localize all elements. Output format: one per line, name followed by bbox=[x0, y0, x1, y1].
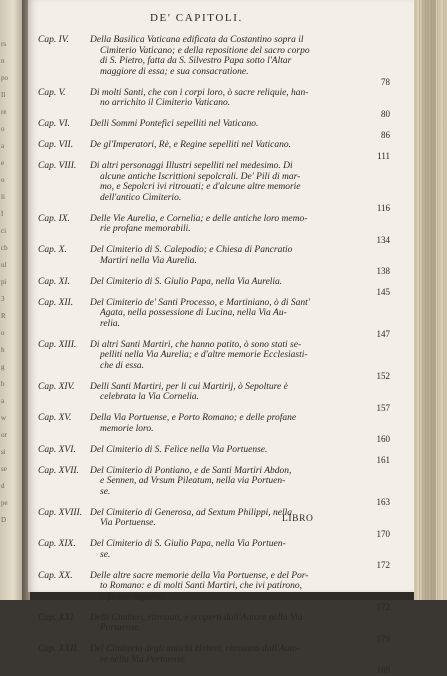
cap-roman: IX. bbox=[58, 213, 70, 224]
cap-roman: VIII. bbox=[58, 161, 77, 171]
chapter-title-line: ò fu ono sepelliti. bbox=[100, 591, 166, 602]
chapter-title-line: Del Cimiterio de' Santi Processo, e Martiniano, ò di Sant' bbox=[90, 297, 310, 308]
cap-roman: XIX. bbox=[58, 539, 76, 549]
left-page-fragment: g bbox=[1, 363, 5, 371]
cap-roman: VII. bbox=[58, 140, 74, 150]
chapter-title-line: rie profane memorabili. bbox=[100, 224, 191, 234]
left-page-fragment: o bbox=[1, 125, 5, 133]
chapter-title-line: se. bbox=[100, 549, 111, 560]
chapter-title-line: re nella Via Portuense. bbox=[100, 654, 188, 665]
page-number: 80 bbox=[381, 108, 390, 119]
page-stack-edge bbox=[414, 0, 447, 600]
chapter-entry bbox=[38, 466, 390, 508]
page-number: 179 bbox=[376, 633, 390, 644]
chapter-entry bbox=[38, 214, 390, 246]
chapter-entry bbox=[38, 119, 390, 140]
chapter-title-line: Via Portuense. bbox=[100, 518, 156, 528]
chapter-title bbox=[90, 119, 390, 140]
chapter-entry bbox=[38, 340, 390, 382]
page-number: 86 bbox=[381, 129, 390, 140]
chapter-title bbox=[90, 571, 390, 613]
chapter-title bbox=[90, 466, 390, 508]
left-page-edge bbox=[0, 0, 22, 600]
chapter-number bbox=[38, 119, 90, 130]
cap-label: Cap. bbox=[38, 35, 57, 45]
left-page-fragment: a bbox=[1, 142, 5, 150]
chapter-title-line: che di essa. bbox=[100, 360, 145, 371]
cap-roman: X. bbox=[58, 245, 67, 255]
chapter-entry bbox=[38, 88, 390, 120]
chapter-title-line: dell'antico Cimiterio. bbox=[100, 192, 182, 203]
cap-label: Cap. bbox=[38, 339, 57, 350]
page-number: 111 bbox=[377, 150, 390, 161]
chapter-entry bbox=[38, 140, 390, 161]
left-page-fragment: d bbox=[1, 482, 5, 490]
cap-roman: XXI. bbox=[58, 612, 76, 623]
chapter-title bbox=[90, 277, 390, 298]
cap-roman: VI. bbox=[58, 119, 70, 129]
cap-roman: XI. bbox=[58, 276, 70, 287]
chapter-entry bbox=[38, 644, 390, 676]
chapter-title-line: Della Via Portuense, e Porto Romano; e delle profane bbox=[90, 413, 297, 423]
chapter-title-line: Delli Santi Martiri, per li cui Martirij, ò Sepolture è bbox=[90, 381, 288, 392]
chapter-title-line: Martiri nella Via Aurelia. bbox=[100, 255, 197, 266]
chapter-title-line: Di altri Santi Martiri, che hanno patito, ò sono stati se- bbox=[90, 339, 302, 350]
cap-roman: XIII. bbox=[58, 339, 77, 350]
chapter-title bbox=[90, 298, 390, 340]
chapter-entry bbox=[38, 382, 390, 414]
page-number: 78 bbox=[381, 77, 390, 87]
page-number: 152 bbox=[376, 371, 390, 381]
cap-label: Cap. bbox=[38, 644, 57, 654]
chapter-title bbox=[90, 539, 390, 571]
page-number: 145 bbox=[376, 287, 390, 297]
chapter-entry bbox=[38, 508, 390, 540]
left-page-fragment: pi bbox=[1, 278, 7, 286]
cap-label: Cap. bbox=[38, 245, 57, 255]
chapter-title bbox=[90, 445, 390, 466]
chapter-title-line: mo, e Sepolcri ivi ritrouati; e d'alcune altre memorie bbox=[100, 182, 301, 192]
chapter-entry bbox=[38, 245, 390, 277]
cap-roman: XX. bbox=[58, 570, 73, 581]
left-page-fragment: o bbox=[1, 176, 5, 184]
chapter-number bbox=[38, 161, 90, 172]
left-page-fragment: ci bbox=[1, 227, 7, 235]
page-number: 188 bbox=[376, 665, 390, 675]
chapter-title-line: Della Basilica Vaticana edificata da Costantino sopra il bbox=[90, 35, 304, 45]
chapter-title-line: relia. bbox=[100, 318, 120, 329]
chapter-title-line: memorie loro. bbox=[100, 423, 154, 434]
chapter-title bbox=[90, 613, 390, 645]
page-number: 172 bbox=[376, 602, 390, 612]
chapter-title-line: Del Cimiterio di Generosa, ad Sextum Philippi, nella bbox=[90, 507, 293, 518]
chapter-title-line: Agata, nella possessione di Lucina, nella Via Au- bbox=[100, 308, 287, 318]
left-page-fragment: ul bbox=[1, 261, 7, 269]
cap-roman: XXII. bbox=[58, 644, 79, 654]
chapter-title-line: Cimiterio Vaticano; e della repositione del sacro corpo bbox=[100, 45, 310, 56]
chapter-entry bbox=[38, 613, 390, 645]
left-page-fragment: or bbox=[1, 431, 7, 439]
page-number: 138 bbox=[376, 266, 390, 276]
chapter-entry bbox=[38, 277, 390, 298]
left-page-fragment: si bbox=[1, 448, 6, 456]
cap-label: Cap. bbox=[38, 507, 57, 518]
left-page-fragment: rs bbox=[1, 40, 7, 48]
cap-roman: XV. bbox=[58, 413, 72, 423]
chapter-title bbox=[90, 382, 390, 414]
chapter-entry bbox=[38, 445, 390, 466]
chapter-number bbox=[38, 571, 90, 582]
page-number: 160 bbox=[376, 434, 390, 444]
page-number: 170 bbox=[376, 528, 390, 539]
chapter-number bbox=[38, 413, 90, 424]
chapter-title bbox=[90, 140, 390, 161]
chapter-title bbox=[90, 35, 390, 88]
cap-label: Cap. bbox=[38, 140, 57, 150]
chapter-number bbox=[38, 445, 90, 456]
chapter-title bbox=[90, 644, 390, 676]
cap-roman: XVII. bbox=[58, 465, 79, 476]
page-number: 161 bbox=[376, 455, 390, 465]
page-number: 163 bbox=[376, 497, 390, 507]
chapter-number bbox=[38, 214, 90, 225]
left-page-fragment: Il bbox=[1, 91, 6, 99]
chapter-title-line: to Romano: e di molti Santi Martiri, che ivi patirono, bbox=[100, 581, 303, 591]
chapter-title-line: Di molti Santi, che con i corpi loro, ò sacre reliquie, han- bbox=[90, 87, 309, 98]
chapter-entry bbox=[38, 161, 390, 214]
left-page-fragment: n bbox=[1, 57, 5, 65]
chapter-number bbox=[38, 644, 90, 655]
chapter-title-line: Del Cimiterio di Pontiano, e de Santi Martiri Abdon, bbox=[90, 465, 292, 476]
left-page-fragment: cb bbox=[1, 244, 8, 252]
left-page-fragment: b bbox=[1, 380, 5, 388]
chapter-title-line: Portuense. bbox=[100, 623, 141, 633]
page-number: 172 bbox=[376, 560, 390, 570]
left-page-fragment: po bbox=[1, 74, 8, 82]
chapter-title-line: De gl'Imperatori, Rè, e Regine sepelliti nel Vaticano. bbox=[90, 140, 291, 150]
cap-label: Cap. bbox=[38, 612, 57, 623]
catchword: LIBRO bbox=[282, 514, 314, 524]
left-page-fragment: pe bbox=[1, 499, 8, 507]
chapter-title bbox=[90, 413, 390, 445]
index-page bbox=[28, 0, 414, 675]
chapter-number bbox=[38, 140, 90, 151]
chapter-title-line: Delli Sommi Pontefici sepelliti nel Vaticano. bbox=[90, 119, 259, 129]
chapter-number bbox=[38, 88, 90, 99]
chapter-title-line: Del Cimiterio di S. Felice nella Via Portuense. bbox=[90, 444, 268, 455]
chapter-title-line: maggiore di essa; e sua consacratione. bbox=[100, 66, 249, 77]
left-page-fragment: a bbox=[1, 397, 5, 405]
cap-label: Cap. bbox=[38, 570, 57, 581]
chapter-list bbox=[38, 35, 390, 676]
cap-label: Cap. bbox=[38, 297, 57, 308]
chapter-number bbox=[38, 613, 90, 624]
page-title: DE' CAPITOLI. bbox=[150, 12, 243, 24]
page-number: 157 bbox=[376, 402, 390, 413]
cap-roman: XIV. bbox=[58, 381, 75, 392]
left-page-fragment: se bbox=[1, 465, 7, 473]
cap-roman: XVIII. bbox=[58, 507, 83, 518]
chapter-title bbox=[90, 161, 390, 214]
chapter-number bbox=[38, 245, 90, 256]
chapter-title-line: alcune antiche Iscrittioni sepolcrali. De' Pili di mar- bbox=[100, 171, 301, 182]
left-page-fragment: D bbox=[1, 516, 7, 524]
chapter-entry bbox=[38, 539, 390, 571]
cap-label: Cap. bbox=[38, 161, 57, 171]
chapter-number bbox=[38, 277, 90, 288]
chapter-title-line: Del Cimiterio di S. Giulio Papa, nella Via Aurelia. bbox=[90, 276, 283, 287]
left-page-fragment: R bbox=[1, 312, 6, 320]
paper-band bbox=[422, 0, 436, 600]
cap-label: Cap. bbox=[38, 413, 57, 423]
chapter-entry bbox=[38, 35, 390, 88]
chapter-number bbox=[38, 298, 90, 309]
left-page-fragment: e bbox=[1, 159, 5, 167]
chapter-title-line: Delli Cimiteri, ritrouati, e scoperti dall'Autore nella Via bbox=[90, 612, 303, 623]
page-number: 134 bbox=[376, 234, 390, 245]
chapter-number bbox=[38, 382, 90, 393]
cap-roman: XVI. bbox=[58, 444, 76, 455]
chapter-entry bbox=[38, 571, 390, 613]
chapter-title-line: pelliti nella Via Aurelia; e d'altre memorie Ecclesiasti- bbox=[100, 350, 308, 360]
chapter-title-line: Del Cimiterio di S. Giulio Papa, nella Via Portuen- bbox=[90, 539, 286, 549]
left-page-fragment: re bbox=[1, 108, 7, 116]
chapter-title-line: Delle Vie Aurelia, e Cornelia; e delle antiche loro memo- bbox=[90, 213, 308, 224]
chapter-title-line: Del Cimiterio di S. Calepodio; e Chiesa di Pancratio bbox=[90, 245, 293, 255]
chapter-entry bbox=[38, 298, 390, 340]
chapter-title bbox=[90, 214, 390, 246]
cap-label: Cap. bbox=[38, 119, 57, 129]
chapter-entry bbox=[38, 413, 390, 445]
chapter-title bbox=[90, 245, 390, 277]
cap-roman: V. bbox=[58, 87, 66, 98]
cap-label: Cap. bbox=[38, 213, 57, 224]
left-page-fragment: I bbox=[1, 210, 4, 218]
chapter-title-line: di S. Pietro, fatta da S. Silvestro Papa sotto l'Altar bbox=[100, 56, 292, 66]
chapter-title bbox=[90, 508, 390, 540]
cap-roman: IV. bbox=[58, 35, 69, 45]
chapter-title-line: celebrata la Via Cornelia. bbox=[100, 392, 200, 402]
cap-label: Cap. bbox=[38, 444, 57, 455]
chapter-title bbox=[90, 88, 390, 120]
chapter-title-line: Del Cimiterio degli antichi Hebrei, ritrouato dall'Auto- bbox=[90, 644, 301, 654]
chapter-number bbox=[38, 539, 90, 550]
cap-label: Cap. bbox=[38, 465, 57, 476]
left-page-fragment: h bbox=[1, 346, 5, 354]
chapter-title-line: no arrichito il Cimiterio Vaticano. bbox=[100, 98, 231, 108]
chapter-title-line: e Sennen, ad Vrsum Pileatum, nella via Portuen- bbox=[100, 476, 286, 486]
chapter-title-line: se. bbox=[100, 486, 111, 497]
chapter-title-line: Delle altre sacre memorie della Via Portuense, e del Por- bbox=[90, 570, 309, 581]
chapter-number bbox=[38, 466, 90, 477]
cap-label: Cap. bbox=[38, 381, 57, 392]
chapter-number bbox=[38, 35, 90, 46]
cap-label: Cap. bbox=[38, 276, 57, 287]
chapter-number bbox=[38, 340, 90, 351]
page-number: 116 bbox=[376, 203, 390, 213]
left-page-fragment: w bbox=[1, 414, 7, 422]
cap-label: Cap. bbox=[38, 87, 57, 98]
cap-label: Cap. bbox=[38, 539, 57, 549]
chapter-title-line: Di altri personaggi Illustri sepelliti nel medesimo. Di bbox=[90, 161, 293, 171]
left-page-fragment: li bbox=[1, 193, 5, 201]
chapter-number bbox=[38, 508, 90, 519]
left-page-fragment: 3 bbox=[1, 295, 5, 303]
cap-roman: XII. bbox=[58, 297, 74, 308]
left-page-fragment: o bbox=[1, 329, 5, 337]
page-number: 147 bbox=[376, 329, 390, 339]
chapter-title bbox=[90, 340, 390, 382]
